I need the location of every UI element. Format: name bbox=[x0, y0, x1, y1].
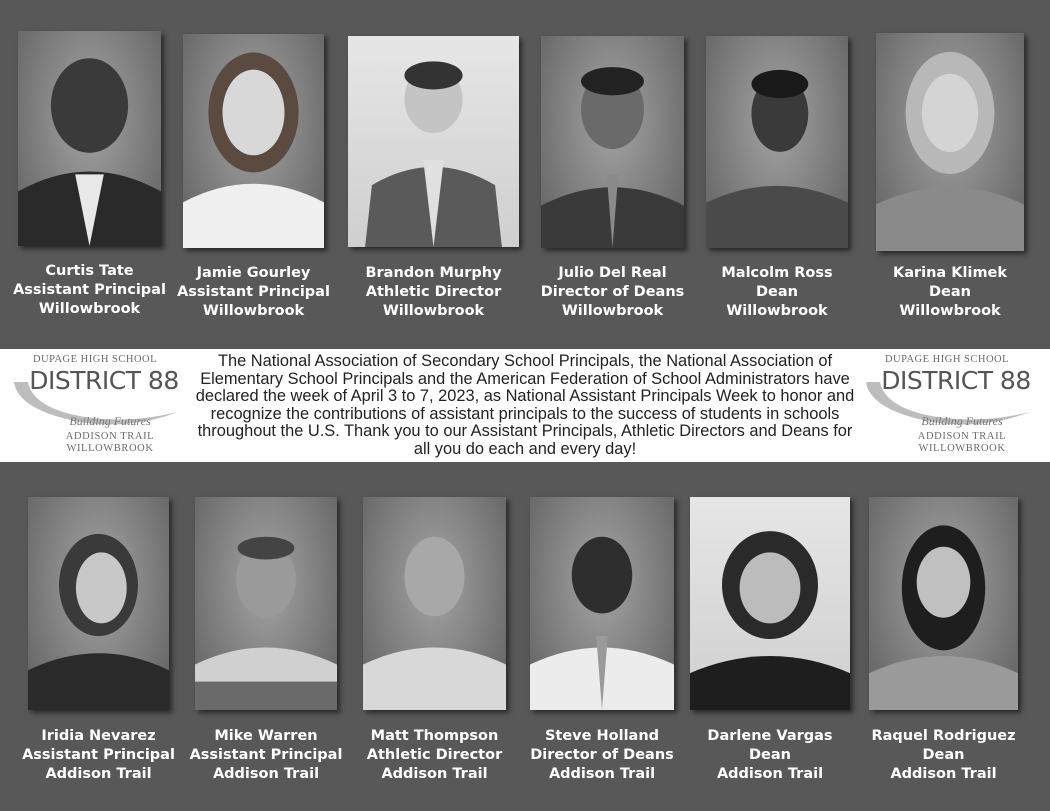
staff-caption bbox=[328, 264, 539, 321]
staff-school: Willowbrook bbox=[561, 303, 664, 319]
staff-name: Julio Del Real bbox=[558, 265, 667, 281]
staff-name: Steve Holland bbox=[544, 728, 660, 744]
staff-school: Addison Trail bbox=[890, 766, 997, 782]
district-logo-left bbox=[10, 352, 180, 458]
logo-line-5: WILLOWBROOK bbox=[66, 443, 154, 454]
staff-name: Curtis Tate bbox=[45, 263, 134, 279]
staff-name: Malcolm Ross bbox=[721, 265, 833, 281]
staff-caption bbox=[8, 727, 189, 784]
staff-caption bbox=[343, 727, 526, 784]
logo-line-2: DISTRICT 88 bbox=[881, 366, 1031, 395]
staff-caption bbox=[163, 264, 344, 321]
staff-name: Jamie Gourley bbox=[196, 265, 311, 281]
logo-line-4: ADDISON TRAIL bbox=[917, 431, 1007, 442]
staff-school: Addison Trail bbox=[212, 766, 320, 782]
logo-line-3: Building Futures bbox=[69, 414, 151, 428]
staff-name: Mike Warren bbox=[214, 728, 318, 744]
staff-title: Dean bbox=[749, 747, 791, 763]
staff-caption bbox=[0, 262, 181, 319]
staff-title: Athletic Director bbox=[365, 284, 502, 300]
staff-title: Assistant Principal bbox=[189, 747, 343, 763]
staff-photo bbox=[183, 34, 324, 248]
staff-name: Raquel Rodriguez bbox=[871, 728, 1016, 744]
logo-line-5: WILLOWBROOK bbox=[918, 443, 1006, 454]
staff-school: Willowbrook bbox=[38, 301, 141, 317]
staff-photo bbox=[541, 36, 684, 248]
staff-caption bbox=[849, 727, 1038, 784]
logo-line-1: DUPAGE HIGH SCHOOL bbox=[32, 354, 158, 365]
staff-photo bbox=[869, 497, 1018, 710]
staff-school: Willowbrook bbox=[202, 303, 305, 319]
staff-school: Addison Trail bbox=[381, 766, 488, 782]
logo-line-2: DISTRICT 88 bbox=[29, 366, 179, 395]
staff-title: Assistant Principal bbox=[13, 282, 166, 298]
staff-title: Assistant Principal bbox=[22, 747, 175, 763]
staff-photo bbox=[690, 497, 850, 710]
staff-school: Addison Trail bbox=[548, 766, 656, 782]
banner-text: The National Association of Secondary School Principals, the National Association of Elementary School Principals and the American Federation of School Administrators have declared the week of April 3 to 7, 2023, as National Assistant Principals Week to honor and recognize the contributions of assistant principals to the success of students in schools throughout the U.S. Thank you to our Assistant Principals, Athletic Directors and Deans for all you do each and every day! bbox=[195, 352, 855, 458]
staff-name: Matt Thompson bbox=[370, 728, 499, 744]
staff-name: Karina Klimek bbox=[892, 265, 1008, 281]
staff-title: Athletic Director bbox=[366, 747, 503, 763]
staff-name: Darlene Vargas bbox=[707, 728, 833, 744]
staff-caption bbox=[521, 264, 704, 321]
staff-photo bbox=[530, 497, 674, 710]
staff-title: Dean bbox=[929, 284, 971, 300]
staff-caption bbox=[175, 727, 357, 784]
staff-school: Addison Trail bbox=[45, 766, 152, 782]
staff-title: Director of Deans bbox=[540, 284, 685, 300]
staff-name: Brandon Murphy bbox=[365, 265, 502, 281]
staff-photo bbox=[348, 36, 519, 247]
logo-line-3: Building Futures bbox=[921, 414, 1003, 428]
staff-photo bbox=[195, 497, 337, 710]
staff-photo bbox=[706, 36, 848, 248]
staff-photo bbox=[28, 497, 169, 710]
staff-school: Addison Trail bbox=[716, 766, 824, 782]
staff-photo bbox=[363, 497, 506, 710]
staff-title: Assistant Principal bbox=[177, 284, 330, 300]
staff-title: Director of Deans bbox=[530, 747, 674, 763]
staff-caption bbox=[670, 727, 870, 784]
logo-line-4: ADDISON TRAIL bbox=[65, 431, 155, 442]
logo-line-1: DUPAGE HIGH SCHOOL bbox=[884, 354, 1010, 365]
staff-school: Willowbrook bbox=[382, 303, 485, 319]
district-logo-right bbox=[862, 352, 1032, 458]
staff-caption bbox=[856, 264, 1044, 321]
staff-caption bbox=[686, 264, 868, 321]
staff-photo bbox=[18, 31, 161, 246]
staff-photo bbox=[876, 33, 1024, 251]
staff-title: Dean bbox=[922, 747, 965, 763]
staff-name: Iridia Nevarez bbox=[41, 728, 156, 744]
staff-school: Willowbrook bbox=[899, 303, 1001, 319]
staff-caption bbox=[510, 727, 694, 784]
staff-title: Dean bbox=[756, 284, 798, 300]
announcement-banner bbox=[0, 349, 1050, 462]
staff-school: Willowbrook bbox=[726, 303, 828, 319]
